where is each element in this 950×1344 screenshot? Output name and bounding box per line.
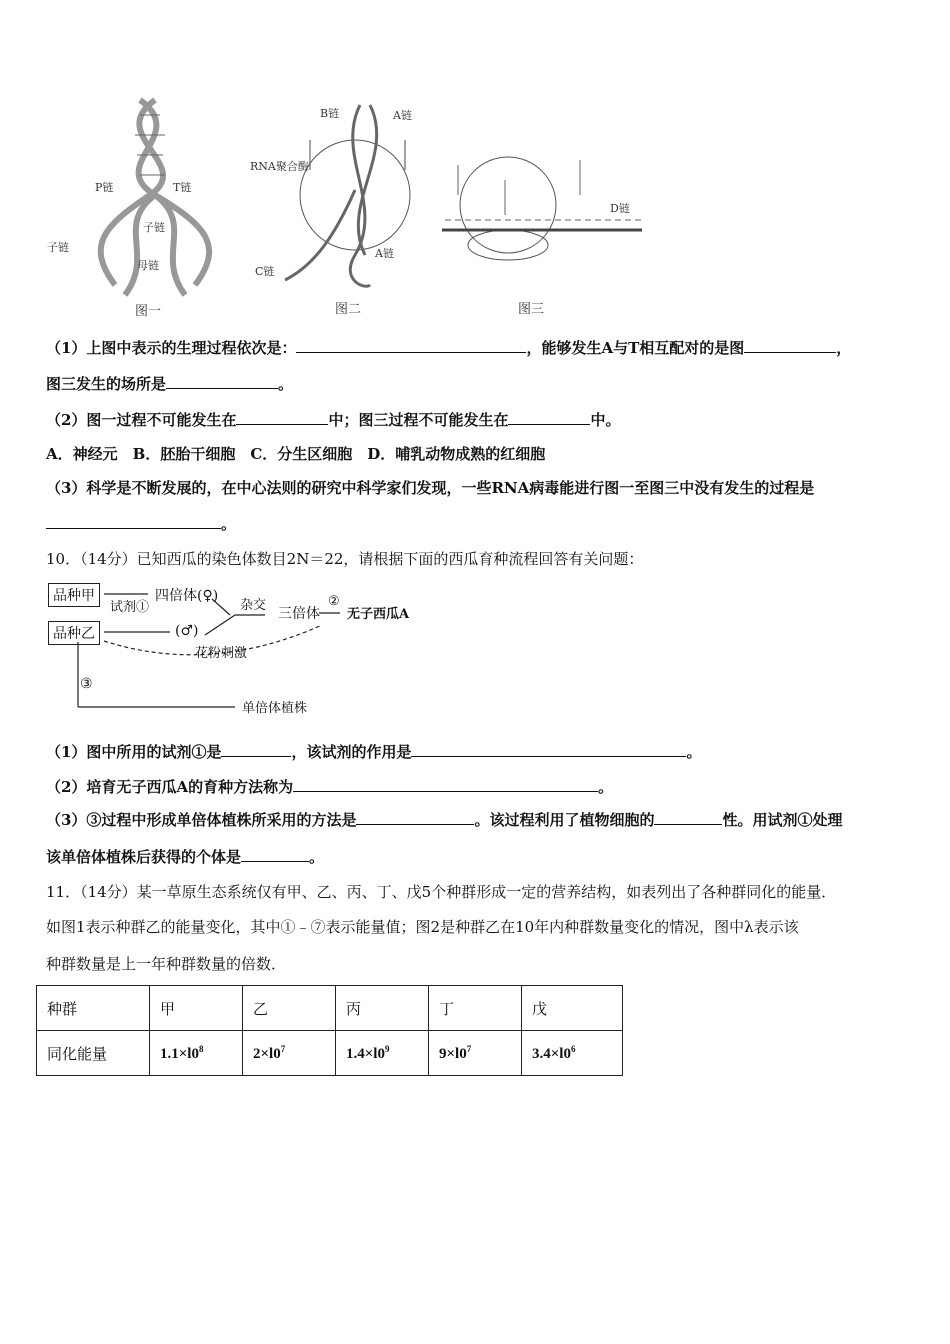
b-strand-label: B链 xyxy=(320,107,340,120)
table-cell: $1.4\times l0^9$ xyxy=(336,1031,429,1076)
q11-stem-line3: 种群数量是上一年种群数量的倍数． xyxy=(46,955,287,973)
dna-replication-figure xyxy=(45,95,245,305)
q9-part1: （1）上图中表示的生理过程依次是： ，能够发生A与T相互配对的是图 ， xyxy=(46,339,852,357)
q11-stem-line1: 11．（14分）某一草原生态系统仅有甲、乙、丙、丁、戊5个种群形成一定的营养结构，如表列出了各种群同化的能量． xyxy=(46,883,837,901)
answer-blank[interactable] xyxy=(654,810,722,825)
cross-label: 杂交 xyxy=(240,598,267,613)
table-cell: 乙 xyxy=(243,986,336,1031)
q9-options: A．神经元 B．胚胎干细胞 C．分生区细胞 D．哺乳动物成熟的红细胞 xyxy=(46,445,546,463)
table-header-row xyxy=(37,986,623,1031)
q9-part3: （3）科学是不断发展的，在中心法则的研究中科学家们发现，一些RNA病毒能进行图一至图三中没有发生的过程是 xyxy=(46,479,815,497)
q9-part3-cont: 。 xyxy=(46,513,236,534)
variety-jia-box: 品种甲 xyxy=(48,583,100,607)
tetraploid-label: 四倍体(♀) xyxy=(155,588,219,604)
male-label: (♂) xyxy=(175,623,199,639)
q11-stem-line2: 如图1表示种群乙的能量变化，其中①﹣⑦表示能量值；图2是种群乙在10年内种群数量变化的情况，图中λ表示该 xyxy=(46,918,799,936)
answer-blank[interactable] xyxy=(166,374,278,389)
answer-blank[interactable] xyxy=(744,338,836,353)
table-cell: $2\times l0^7$ xyxy=(243,1031,336,1076)
table-cell: $1.1\times l0^8$ xyxy=(150,1031,243,1076)
table-cell: 丙 xyxy=(336,986,429,1031)
table-cell: 种群 xyxy=(37,986,150,1031)
daughter-strand-label: 子链 xyxy=(143,221,165,234)
figure-1-caption: 图一 xyxy=(135,304,162,319)
reagent-label: 试剂① xyxy=(110,600,150,615)
q9-part2: （2）图一过程不可能发生在 中；图三过程不可能发生在 中。 xyxy=(46,411,621,429)
c-strand-label: C链 xyxy=(255,265,275,278)
q9-part1-cont: 图三发生的场所是 。 xyxy=(46,375,294,393)
answer-blank[interactable] xyxy=(236,410,328,425)
answer-blank[interactable] xyxy=(356,810,474,825)
variety-yi-box: 品种乙 xyxy=(48,621,100,645)
q10-part2: （2）培育无子西瓜A的育种方法称为 。 xyxy=(46,778,614,796)
table-row xyxy=(37,1031,623,1076)
table-cell: 甲 xyxy=(150,986,243,1031)
energy-table xyxy=(36,985,623,1076)
parent-strand-label: 母链 xyxy=(137,259,159,272)
step3-label: ③ xyxy=(80,676,93,692)
q10-part1: （1）图中所用的试剂①是 ，该试剂的作用是 。 xyxy=(46,743,702,761)
haploid-plant-label: 单倍体植株 xyxy=(242,701,308,716)
triploid-label: 三倍体 xyxy=(278,606,320,622)
t-strand-label: T链 xyxy=(173,181,192,194)
answer-blank[interactable] xyxy=(221,742,291,757)
step2-label: ② xyxy=(328,594,340,609)
daughter-strand-label-2: 子链 xyxy=(47,241,69,254)
table-cell: 同化能量 xyxy=(37,1031,150,1076)
answer-blank[interactable] xyxy=(293,777,598,792)
answer-blank[interactable] xyxy=(241,847,309,862)
answer-blank[interactable] xyxy=(296,338,526,353)
figure-2-caption: 图二 xyxy=(335,302,362,317)
figure-3-caption: 图三 xyxy=(518,302,545,317)
answer-blank[interactable] xyxy=(411,742,686,757)
answer-blank[interactable] xyxy=(46,514,221,529)
d-strand-label: D链 xyxy=(610,202,630,215)
translation-figure xyxy=(430,150,650,270)
table-cell: $3.4\times l0^6$ xyxy=(522,1031,623,1076)
a-strand-label-2: A链 xyxy=(375,247,394,260)
rna-polymerase-label: RNA聚合酶 xyxy=(250,160,309,173)
table-cell: 戊 xyxy=(522,986,623,1031)
a-strand-label: A链 xyxy=(393,109,412,122)
answer-blank[interactable] xyxy=(508,410,590,425)
table-cell: $9\times l0^7$ xyxy=(429,1031,522,1076)
q10-stem: 10．（14分）已知西瓜的染色体数目2N＝22，请根据下面的西瓜育种流程回答有关问题： xyxy=(46,550,644,568)
transcription-figure xyxy=(245,95,425,295)
pollen-stimulation-label: 花粉刺激 xyxy=(195,646,248,661)
seedless-watermelon-label: 无子西瓜A xyxy=(347,607,410,622)
table-cell: 丁 xyxy=(429,986,522,1031)
p-strand-label: P链 xyxy=(95,181,114,194)
q10-part3: （3）③过程中形成单倍体植株所采用的方法是 。该过程利用了植物细胞的 性。用试剂①处理 xyxy=(46,811,843,829)
q10-part3-cont: 该单倍体植株后获得的个体是 。 xyxy=(46,848,325,866)
